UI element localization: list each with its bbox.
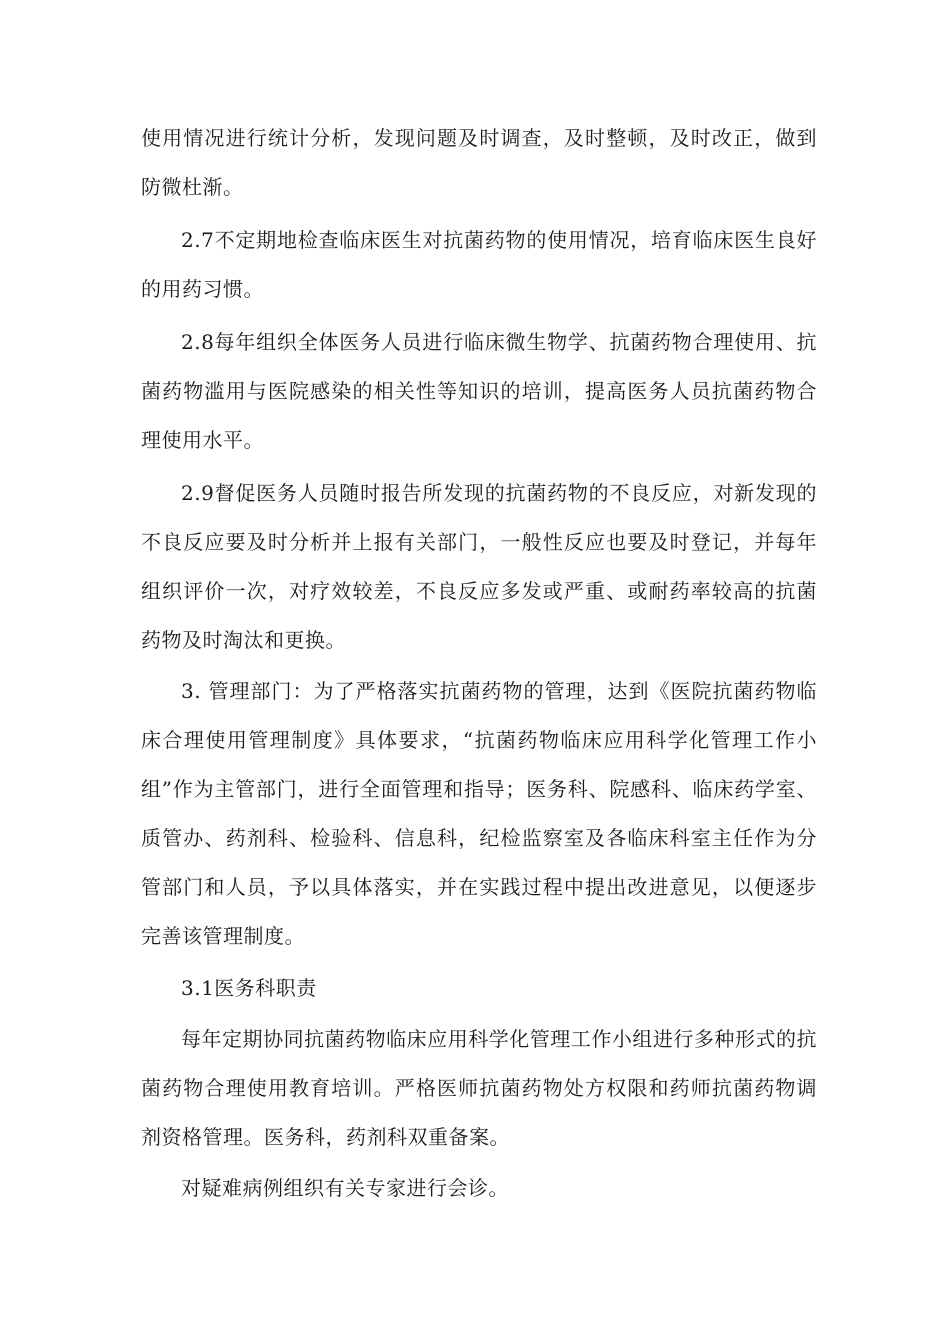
paragraph-2-8: 2.8每年组织全体医务人员进行临床微生物学、抗菌药物合理使用、抗菌药物滥用与医院感染的相关性等知识的培训，提高医务人员抗菌药物合理使用水平。: [141, 330, 817, 452]
paragraph-2-9: 2.9督促医务人员随时报告所发现的抗菌药物的不良反应，对新发现的不良反应要及时分析并上报有关部门，一般性反应也要及时登记，并每年组织评价一次，对疗效较差，不良反应多发或严重、或耐药率较高的抗菌药物及时淘汰和更换。: [141, 481, 817, 652]
paragraph-3-1-duties: 每年定期协同抗菌药物临床应用科学化管理工作小组进行多种形式的抗菌药物合理使用教育培训。严格医师抗菌药物处方权限和药师抗菌药物调剂资格管理。医务科，药剂科双重备案。: [141, 1027, 817, 1149]
paragraph-3-management: 3. 管理部门：为了严格落实抗菌药物的管理，达到《医院抗菌药物临床合理使用管理制度》具体要求，“抗菌药物临床应用科学化管理工作小组”作为主管部门，进行全面管理和指导；医务科、院感科、临床药学室、质管办、药剂科、检验科、信息科，纪检监察室及各临床科室主任作为分管部门和人员，予以具体落实，并在实践过程中提出改进意见，以便逐步完善该管理制度。: [141, 679, 817, 948]
paragraph-consultation: 对疑难病例组织有关专家进行会诊。: [181, 1176, 509, 1200]
paragraph-continuation: 使用情况进行统计分析，发现问题及时调查，及时整顿，及时改正，做到防微杜渐。: [141, 126, 817, 199]
heading-3-1: 3.1医务科职责: [181, 976, 317, 1000]
paragraph-2-7: 2.7不定期地检查临床医生对抗菌药物的使用情况，培育临床医生良好的用药习惯。: [141, 228, 817, 301]
